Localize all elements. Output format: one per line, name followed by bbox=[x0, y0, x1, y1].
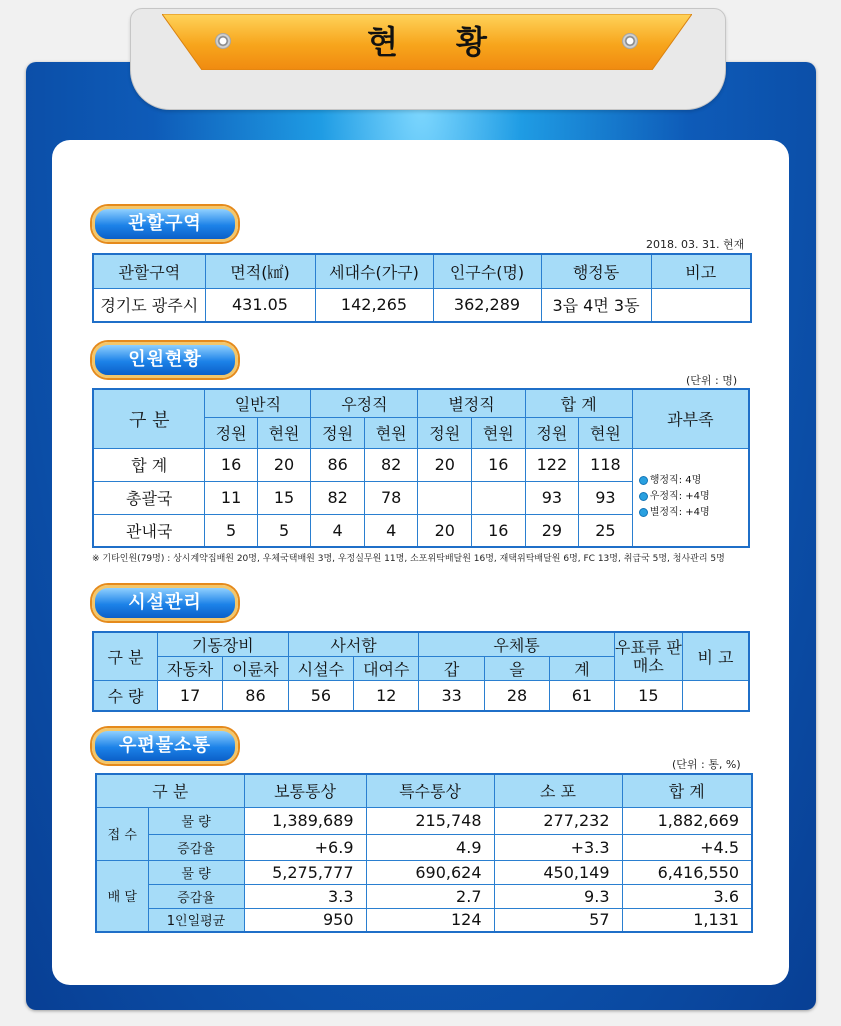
table-cell: 362,289 bbox=[433, 288, 541, 322]
section-label-facility: 시설관리 bbox=[92, 585, 238, 621]
header-cell: 세대수(가구) bbox=[315, 254, 433, 288]
table-cell bbox=[651, 288, 751, 322]
header-cell: 인구수(명) bbox=[433, 254, 541, 288]
table-cell: 16 bbox=[205, 448, 257, 481]
staff-footnote: ※ 기타인원(79명) : 상시계약집배원 20명, 우체국택배원 3명, 우정실무원 11명, 소포위탁배달원 16명, 재택위탁배달원 6명, FC 13명, 취급국 5명, 청사관리 5명 bbox=[92, 554, 725, 564]
header-cell: 사서함 bbox=[288, 632, 419, 657]
header-cell: 현원 bbox=[364, 417, 418, 448]
excess-legend bbox=[632, 448, 749, 547]
header-cell: 시설수 bbox=[288, 657, 353, 681]
table-cell: 61 bbox=[550, 681, 614, 711]
header-cell: 우표류 판매소 bbox=[614, 632, 682, 681]
section-label-staff: 인원현황 bbox=[92, 342, 238, 378]
jurisdiction-table bbox=[92, 253, 752, 323]
header-cell: 우정직 bbox=[311, 389, 418, 417]
header-cell: 관할구역 bbox=[93, 254, 205, 288]
legend-item: 행정직: 4명 bbox=[639, 473, 748, 489]
header-cell: 정원 bbox=[205, 417, 257, 448]
table-cell: 82 bbox=[311, 481, 365, 514]
table-cell: 15 bbox=[257, 481, 311, 514]
table-cell: 86 bbox=[223, 681, 288, 711]
table-cell: 56 bbox=[288, 681, 353, 711]
header-cell: 별정직 bbox=[418, 389, 525, 417]
header-cell: 보통통상 bbox=[244, 774, 366, 807]
table-cell: 6,416,550 bbox=[622, 860, 752, 884]
table-cell bbox=[418, 481, 472, 514]
header-cell: 정원 bbox=[525, 417, 579, 448]
header-cell: 자동차 bbox=[157, 657, 222, 681]
table-cell: 1,882,669 bbox=[622, 807, 752, 834]
table-cell: 20 bbox=[418, 448, 472, 481]
header-cell: 구 분 bbox=[93, 389, 205, 448]
bullet-icon bbox=[639, 492, 648, 501]
page-title: 현황 bbox=[367, 23, 545, 61]
header-cell: 합 계 bbox=[622, 774, 752, 807]
table-cell: 3.3 bbox=[244, 884, 366, 908]
unit-note: (단위 : 통, %) bbox=[672, 758, 741, 771]
row-label: 물 량 bbox=[148, 807, 244, 834]
table-cell: 3읍 4면 3동 bbox=[541, 288, 651, 322]
header-cell: 구 분 bbox=[96, 774, 244, 807]
table-cell: 33 bbox=[419, 681, 484, 711]
table-cell: 28 bbox=[484, 681, 549, 711]
header-cell: 현원 bbox=[472, 417, 526, 448]
table-cell: 2.7 bbox=[366, 884, 494, 908]
section-label-mail: 우편물소통 bbox=[92, 728, 238, 764]
bullet-icon bbox=[639, 476, 648, 485]
row-label: 총괄국 bbox=[93, 481, 205, 514]
unit-note: (단위 : 명) bbox=[686, 374, 738, 387]
legend-item: 별정직: +4명 bbox=[639, 505, 748, 521]
header-cell: 특수통상 bbox=[366, 774, 494, 807]
table-cell: 20 bbox=[418, 514, 472, 547]
row-label: 물 량 bbox=[148, 860, 244, 884]
staff-table bbox=[92, 388, 750, 548]
table-cell: 경기도 광주시 bbox=[93, 288, 205, 322]
header-cell: 대여수 bbox=[354, 657, 419, 681]
header-cell: 현원 bbox=[579, 417, 633, 448]
header-cell: 일반직 bbox=[205, 389, 311, 417]
header-cell: 정원 bbox=[418, 417, 472, 448]
header-cell: 비고 bbox=[651, 254, 751, 288]
table-cell: 5,275,777 bbox=[244, 860, 366, 884]
table-cell: 431.05 bbox=[205, 288, 315, 322]
row-label: 수 량 bbox=[93, 681, 157, 711]
facility-table bbox=[92, 631, 750, 712]
row-group-label: 배 달 bbox=[96, 860, 148, 932]
table-cell: 690,624 bbox=[366, 860, 494, 884]
table-cell bbox=[472, 481, 526, 514]
row-group-label: 접 수 bbox=[96, 807, 148, 860]
title-banner bbox=[162, 14, 692, 70]
row-label: 1인일평균 bbox=[148, 908, 244, 932]
table-cell: 450,149 bbox=[494, 860, 622, 884]
table-cell: 3.6 bbox=[622, 884, 752, 908]
table-cell: 1,131 bbox=[622, 908, 752, 932]
table-cell: +4.5 bbox=[622, 834, 752, 860]
table-cell: 17 bbox=[157, 681, 222, 711]
table-cell: 29 bbox=[525, 514, 579, 547]
table-cell: 5 bbox=[205, 514, 257, 547]
table-cell: 16 bbox=[472, 448, 526, 481]
table-cell: 142,265 bbox=[315, 288, 433, 322]
table-cell: 950 bbox=[244, 908, 366, 932]
header-cell: 행정동 bbox=[541, 254, 651, 288]
table-cell: 78 bbox=[364, 481, 418, 514]
table-cell: 277,232 bbox=[494, 807, 622, 834]
table-cell: +6.9 bbox=[244, 834, 366, 860]
header-cell: 과부족 bbox=[632, 389, 749, 448]
mail-table bbox=[95, 773, 753, 933]
table-cell: 4 bbox=[311, 514, 365, 547]
row-label: 증감율 bbox=[148, 834, 244, 860]
date-note: 2018. 03. 31. 현재 bbox=[646, 238, 745, 251]
table-cell: 124 bbox=[366, 908, 494, 932]
bolt-icon bbox=[622, 33, 638, 49]
table-cell: 11 bbox=[205, 481, 257, 514]
header-cell: 이륜차 bbox=[223, 657, 288, 681]
table-cell: 5 bbox=[257, 514, 311, 547]
table-cell: 25 bbox=[579, 514, 633, 547]
table-cell: 82 bbox=[364, 448, 418, 481]
table-cell bbox=[683, 681, 749, 711]
header-cell: 갑 bbox=[419, 657, 484, 681]
table-cell: 12 bbox=[354, 681, 419, 711]
legend-item: 우정직: +4명 bbox=[639, 489, 748, 505]
table-cell: 4 bbox=[364, 514, 418, 547]
header-cell: 구 분 bbox=[93, 632, 157, 681]
header-cell: 합 계 bbox=[525, 389, 632, 417]
row-label: 관내국 bbox=[93, 514, 205, 547]
table-cell: 122 bbox=[525, 448, 579, 481]
header-cell: 우체통 bbox=[419, 632, 614, 657]
section-label-jurisdiction: 관할구역 bbox=[92, 206, 238, 242]
table-cell: 93 bbox=[579, 481, 633, 514]
bolt-icon bbox=[215, 33, 231, 49]
row-label: 합 계 bbox=[93, 448, 205, 481]
table-cell: 215,748 bbox=[366, 807, 494, 834]
header-cell: 정원 bbox=[311, 417, 365, 448]
header-cell: 면적(㎢) bbox=[205, 254, 315, 288]
header-cell: 현원 bbox=[257, 417, 311, 448]
table-cell: 16 bbox=[472, 514, 526, 547]
table-cell: +3.3 bbox=[494, 834, 622, 860]
table-cell: 118 bbox=[579, 448, 633, 481]
table-cell: 57 bbox=[494, 908, 622, 932]
table-cell: 93 bbox=[525, 481, 579, 514]
header-cell: 을 bbox=[484, 657, 549, 681]
table-cell: 4.9 bbox=[366, 834, 494, 860]
table-cell: 1,389,689 bbox=[244, 807, 366, 834]
table-cell: 86 bbox=[311, 448, 365, 481]
header-cell: 계 bbox=[550, 657, 614, 681]
table-cell: 20 bbox=[257, 448, 311, 481]
bullet-icon bbox=[639, 508, 648, 517]
header-cell: 기동장비 bbox=[157, 632, 288, 657]
header-cell: 비 고 bbox=[683, 632, 749, 681]
table-cell: 15 bbox=[614, 681, 682, 711]
row-label: 증감율 bbox=[148, 884, 244, 908]
table-cell: 9.3 bbox=[494, 884, 622, 908]
header-cell: 소 포 bbox=[494, 774, 622, 807]
